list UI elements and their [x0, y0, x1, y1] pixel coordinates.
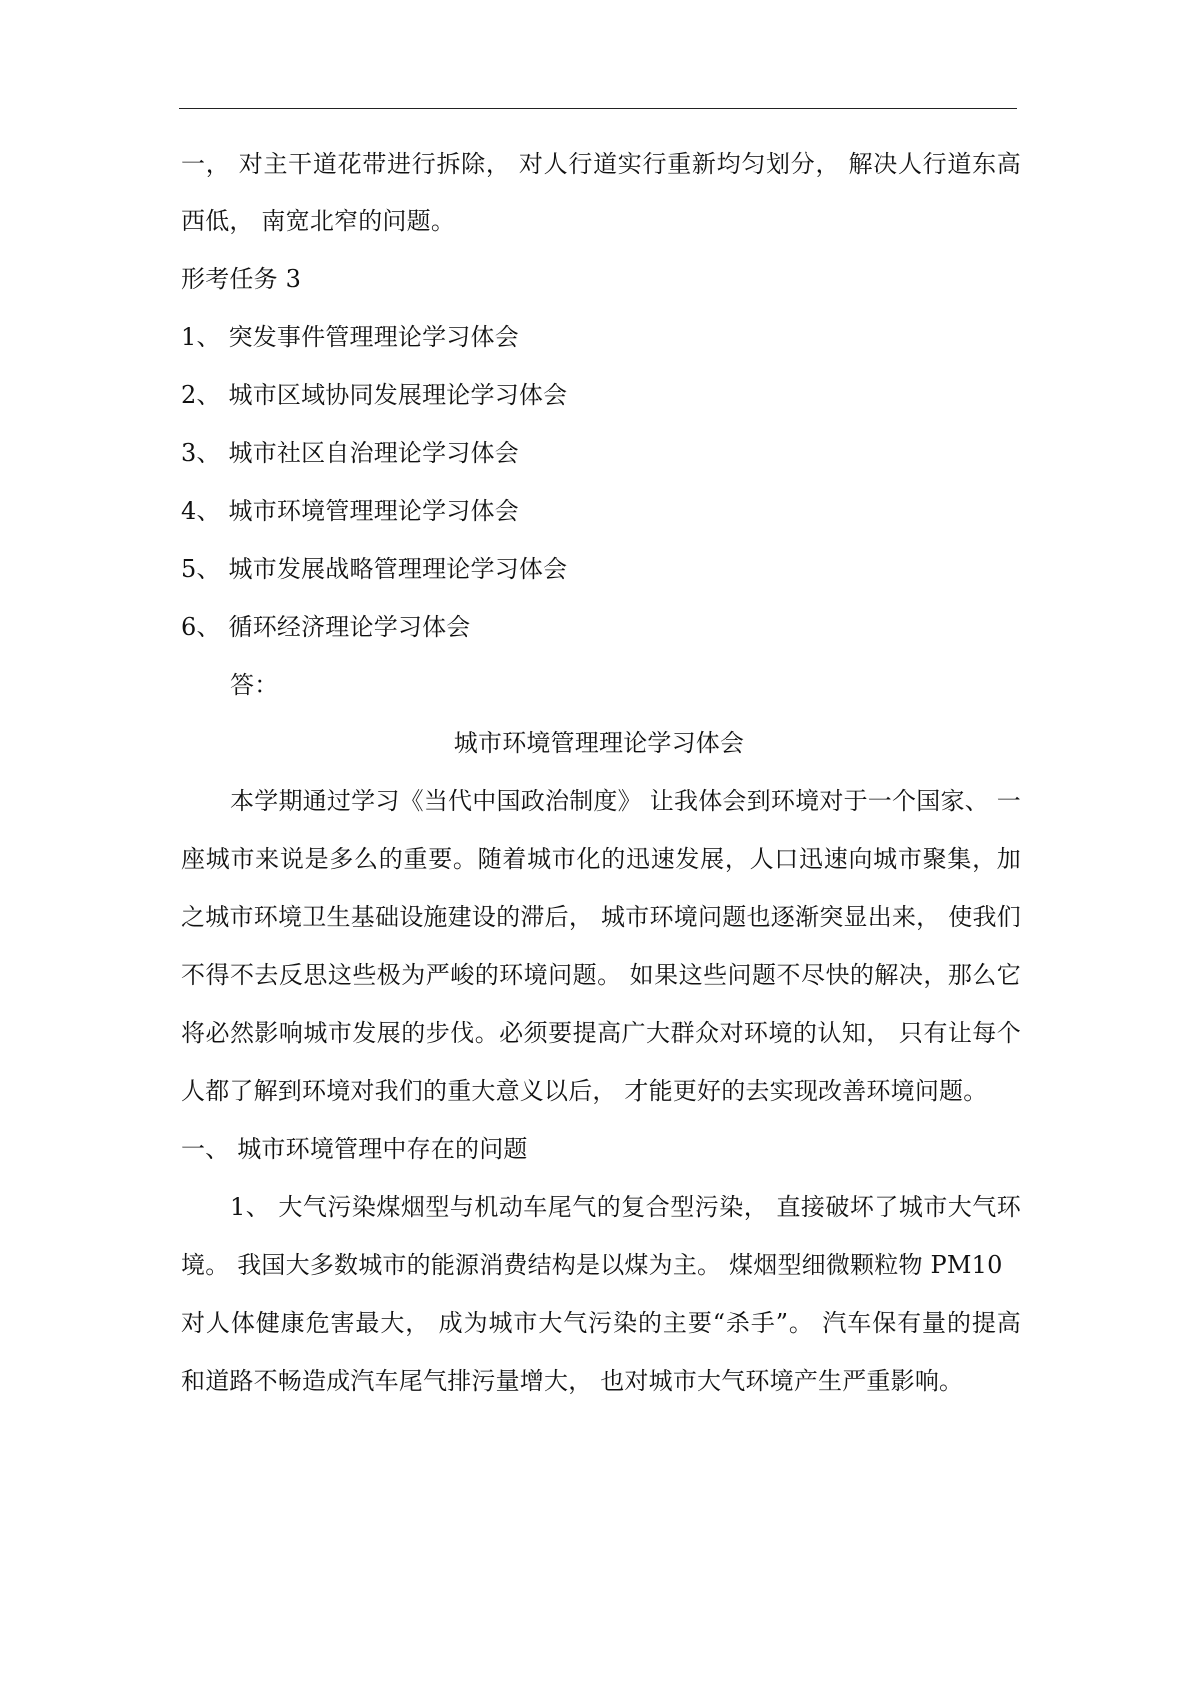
task-item: 6、 循环经济理论学习体会: [181, 613, 471, 641]
task-item: 4、 城市环境管理理论学习体会: [181, 497, 519, 525]
essay-line: 之城市环境卫生基础设施建设的滞后， 城市环境问题也逐渐突显出来， 使我们: [181, 903, 1021, 931]
answer-label: 答：: [230, 671, 279, 699]
paragraph-line: 一， 对主干道花带进行拆除， 对人行道实行重新均匀划分， 解决人行道东高: [181, 150, 1021, 178]
task-title: 形考任务 3: [181, 265, 302, 293]
essay-line: 将必然影响城市发展的步伐。必须要提高广大群众对环境的认知， 只有让每个: [181, 1019, 1021, 1047]
essay-line: 人都了解到环境对我们的重大意义以后， 才能更好的去实现改善环境问题。: [181, 1077, 988, 1105]
essay-line: 本学期通过学习《当代中国政治制度》 让我体会到环境对于一个国家、 一: [230, 787, 1021, 815]
task-item: 1、 突发事件管理理论学习体会: [181, 323, 519, 351]
essay-line: 不得不去反思这些极为严峻的环境问题。 如果这些问题不尽快的解决，那么它: [181, 961, 1021, 989]
essay-line: 境。 我国大多数城市的能源消费结构是以煤为主。 煤烟型细微颗粒物 PM10: [181, 1251, 1003, 1279]
essay-line: 对人体健康危害最大， 成为城市大气污染的主要“杀手”。 汽车保有量的提高: [181, 1309, 1021, 1337]
essay-line: 座城市来说是多么的重要。随着城市化的迅速发展，人口迅速向城市聚集，加: [181, 845, 1021, 873]
essay-line: 和道路不畅造成汽车尾气排污量增大， 也对城市大气环境产生严重影响。: [181, 1367, 964, 1395]
task-item: 2、 城市区域协同发展理论学习体会: [181, 381, 568, 409]
essay-title: 城市环境管理理论学习体会: [453, 729, 745, 757]
header-rule: [179, 108, 1017, 109]
paragraph-line: 西低， 南宽北窄的问题。: [181, 207, 456, 235]
section-heading: 一、 城市环境管理中存在的问题: [181, 1135, 528, 1163]
task-item: 3、 城市社区自治理论学习体会: [181, 439, 519, 467]
essay-line: 1、 大气污染煤烟型与机动车尾气的复合型污染， 直接破坏了城市大气环: [230, 1193, 1021, 1221]
task-item: 5、 城市发展战略管理理论学习体会: [181, 555, 568, 583]
